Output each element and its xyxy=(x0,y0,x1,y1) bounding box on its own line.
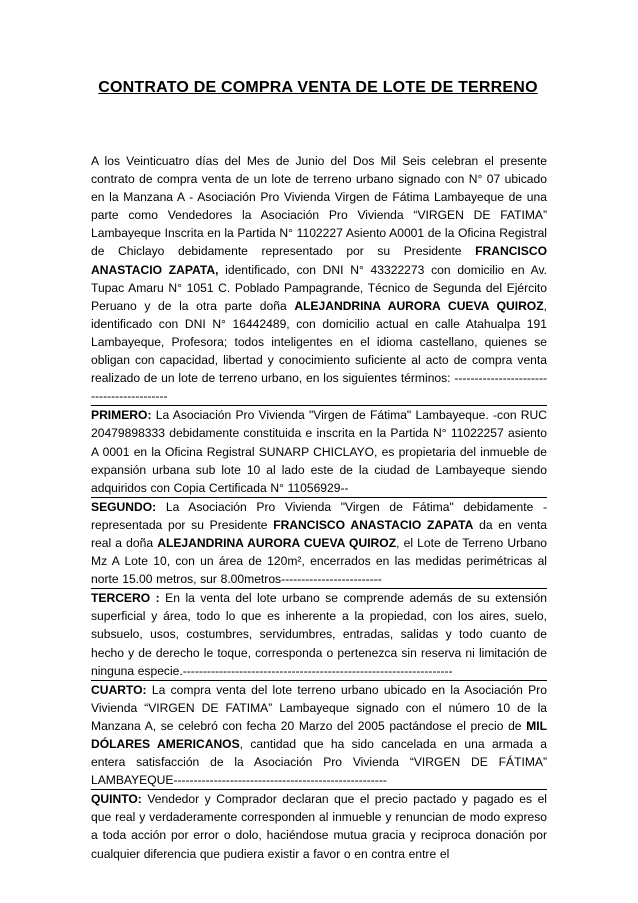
document-body xyxy=(91,152,547,863)
clause-segundo xyxy=(91,498,547,588)
document-title: CONTRATO DE COMPRA VENTA DE LOTE DE TERRENO xyxy=(98,79,538,96)
clause-label: SEGUNDO: xyxy=(91,499,157,514)
clause-label: CUARTO: xyxy=(91,682,147,697)
clause-quinto xyxy=(91,790,547,862)
intro-text-3: , identificado con DNI N° 16442489, con domicilio actual en calle Atahualpa 191 Lambayeque, Profesora; todos inteligentes en el idioma castellano, quienes se obligan con capacidad, libertad y conocimiento suficiente al acto de compra venta realizado de un lote de terreno urbano, en los siguientes términos: ------------------------------------------ xyxy=(91,298,547,404)
clause-text: , el Lote de Terreno Urbano Mz A Lote 10, con un área de 120m², encerrados en las medidas perimétricas al norte 15.00 metros, sur 8.00metros------------------------- xyxy=(91,535,548,587)
clause-text: La Asociación Pro Vivienda "Virgen de Fátima" debidamente -representada por su Presidente xyxy=(91,499,547,532)
intro-paragraph xyxy=(91,152,547,405)
clause-text: da en venta real a doña xyxy=(91,517,548,550)
clause-tercero xyxy=(91,589,547,679)
clause-label: PRIMERO: xyxy=(91,408,152,423)
intro-text-2: identificado, con DNI N° 43322273 con domicilio en Av. Tupac Amaru N° 1051 C. Poblado Pampagrande, Técnico de Segunda del Ejército Peruano y de la otra parte doña xyxy=(91,262,547,313)
clause-text: La Asociación Pro Vivienda "Virgen de Fátima" Lambayeque. -con RUC 20479898333 debidamente constituida e inscrita en la Partida N° 11022257 asiento A 0001 en la Oficina Registral SUNARP CHICLAYO, es propietaria del inmueble de expansión urbana sub lote 10 al lado este de la ciudad de Lambayeque siendo adquiridos con Copia Certificada N° 11056929-- xyxy=(91,408,547,495)
clause-text: Vendedor y Comprador declaran que el precio pactado y pagado es el que real y verdaderamente corresponden al inmueble y renuncian de modo expreso a toda acción por error o dolo, haciéndose mutua gracia y reciproca donación por cualquier diferencia que pudiera existir a favor o en contra entre el xyxy=(91,792,547,861)
clause-label: TERCERO : xyxy=(91,591,160,606)
clause-text: La compra venta del lote terreno urbano ubicado en la Asociación Pro Vivienda “VIRGEN DE FATIMA” Lambayeque signado con el número 10 de la Manzana A, se celebró con fecha 20 Marzo del 2005 pactándose el precio de xyxy=(91,682,547,733)
intro-text-1: A los Veinticuatro días del Mes de Junio del Dos Mil Seis celebran el presente contrato de compra venta de un lote de terreno urbano signado con N° 07 ubicado en la Manzana A - Asociación Pro Vivienda Virgen de Fátima Lambayeque de una parte como Vendedores la Asociación Pro Vivienda “VIRGEN DE FATIMA” Lambayeque Inscrita en la Partida N° 1102227 Asiento A0001 de la Oficina Registral de Chiclayo debidamente representado por su Presidente xyxy=(91,154,547,259)
price-amount: MIL DÓLARES AMERICANOS xyxy=(91,718,547,751)
clause-label: QUINTO: xyxy=(91,792,142,807)
buyer-name: ALEJANDRINA AURORA CUEVA QUIROZ xyxy=(294,298,544,313)
clause-primero xyxy=(91,406,547,496)
clause-text: En la venta del lote urbano se comprende además de su extensión superficial y área, todo lo que es inherente a la propiedad, con los aires, suelo, subsuelo, usos, costumbres, servidumbres, entradas, salidas y todo cuanto de hecho y de derecho le toque, corresponda o pertenezca sin reserva ni limitación de ninguna especie.------------------------------------------------------------------- xyxy=(91,591,547,678)
clause-text: , cantidad que ha sido cancelada en una armada a entera satisfacción de la Asociación Pro Vivienda “VIRGEN DE FÁTIMA” LAMBAYEQUE----------------------------------------------------- xyxy=(91,737,547,788)
president-name: FRANCISCO ANASTACIO ZAPATA xyxy=(273,517,474,532)
buyer-name: ALEJANDRINA AURORA CUEVA QUIROZ xyxy=(157,535,397,550)
president-name: FRANCISCO ANASTACIO ZAPATA, xyxy=(91,244,547,277)
clause-cuarto xyxy=(91,681,547,790)
